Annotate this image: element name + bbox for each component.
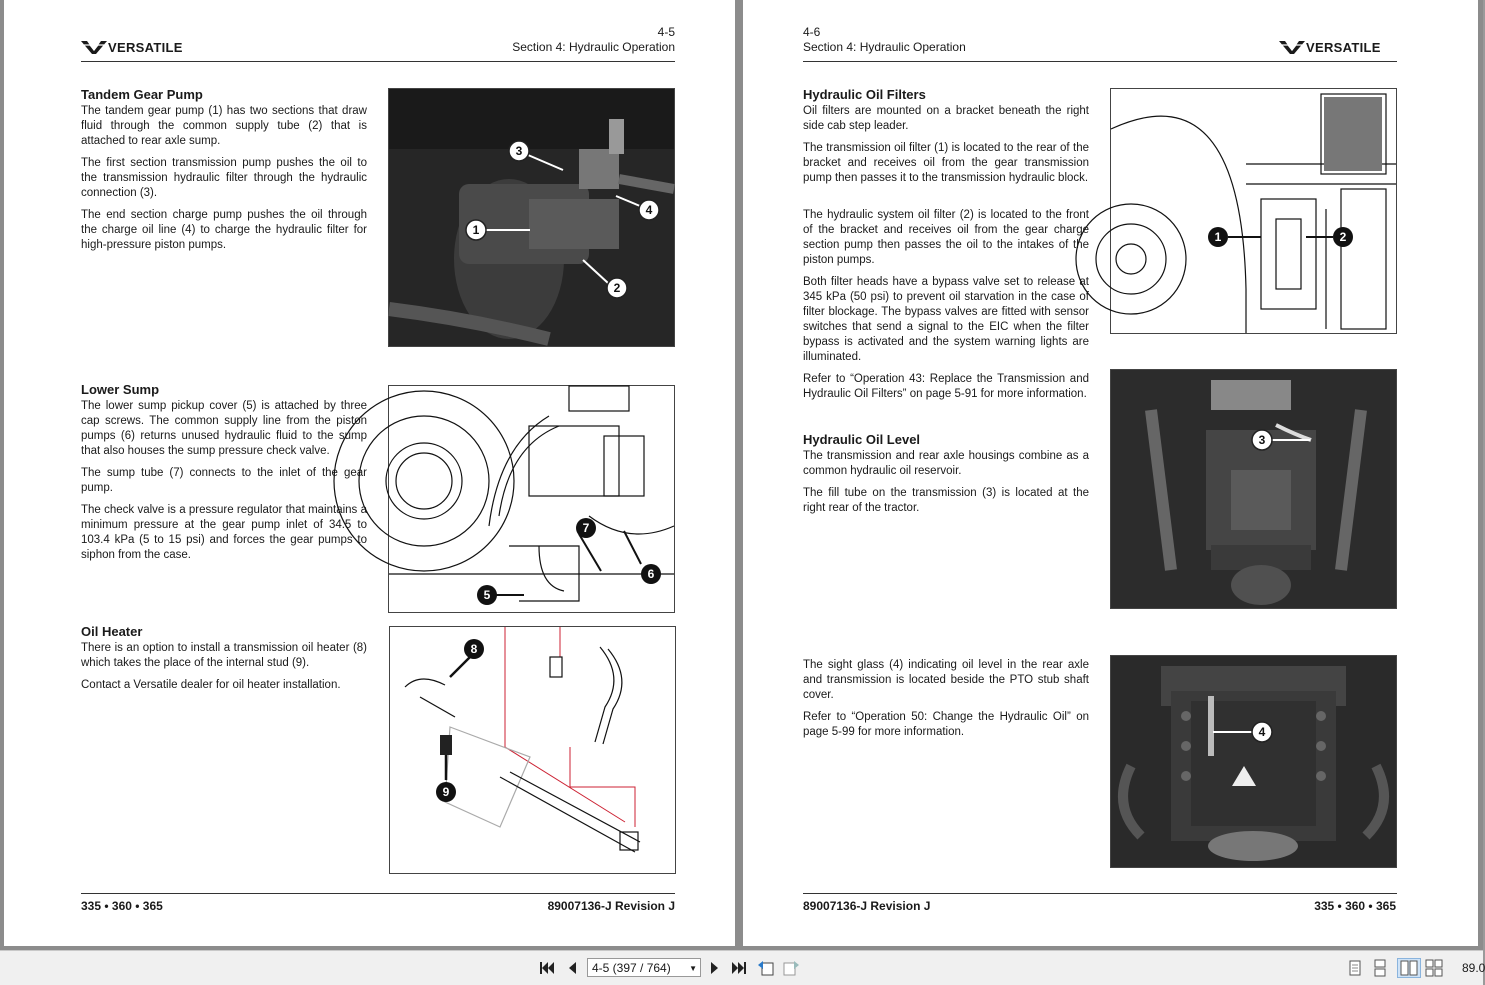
navigation-toolbar bbox=[0, 950, 1483, 985]
filters-paragraph-2: The transmission oil filter (1) is located to the rear of the bracket and receives oil from the gear transmission pump then passes it to the transmission hydraulic block. bbox=[803, 142, 1089, 184]
callout-1: 1 bbox=[472, 223, 480, 237]
callout-4: 4 bbox=[645, 203, 653, 217]
heading-oil-heater: Oil Heater bbox=[81, 624, 143, 639]
section-title: Section 4: Hydraulic Operation bbox=[803, 40, 966, 54]
single-page-icon[interactable] bbox=[1346, 959, 1364, 977]
callout-1: 1 bbox=[1214, 230, 1222, 244]
callout-6: 6 bbox=[647, 567, 655, 581]
continuous-icon[interactable] bbox=[1371, 959, 1389, 977]
oil-heater-diagram bbox=[389, 626, 676, 874]
footer-rule bbox=[803, 893, 1397, 894]
chevron-down-icon[interactable]: ▼ bbox=[689, 964, 697, 973]
previous-page-icon[interactable] bbox=[563, 959, 581, 977]
document-revision: 89007136-J Revision J bbox=[547, 899, 675, 913]
page-4-6 bbox=[743, 0, 1478, 946]
heater-paragraph-2: Contact a Versatile dealer for oil heater installation. bbox=[81, 679, 341, 691]
page-number-input[interactable] bbox=[587, 958, 701, 977]
page-number-value: 4-5 (397 / 764) bbox=[592, 961, 671, 975]
header-rule bbox=[803, 61, 1397, 62]
tandem-paragraph-2: The first section transmission pump pushes the oil to the transmission hydraulic filter through the hydraulic connection (3). bbox=[81, 157, 367, 199]
heading-hydraulic-oil-level: Hydraulic Oil Level bbox=[803, 432, 921, 447]
section-title: Section 4: Hydraulic Operation bbox=[512, 40, 675, 54]
filters-paragraph-1: Oil filters are mounted on a bracket beneath the right side cab step leader. bbox=[803, 105, 1089, 132]
level-paragraph-2: The fill tube on the transmission (3) is located at the right rear of the tractor. bbox=[803, 487, 1089, 514]
header-rule bbox=[81, 61, 675, 62]
first-page-icon[interactable] bbox=[538, 959, 556, 977]
callout-2: 2 bbox=[613, 281, 621, 295]
versatile-logo bbox=[81, 39, 183, 55]
callout-7: 7 bbox=[582, 521, 590, 535]
model-numbers: 335 • 360 • 365 bbox=[1314, 899, 1396, 913]
sump-paragraph-1: The lower sump pickup cover (5) is attached by three cap screws. The common supply line from the piston pumps (6) returns unused hydraulic fluid to the sump that also houses the sump pressure check valve. bbox=[81, 400, 367, 457]
callout-8: 8 bbox=[470, 642, 478, 656]
heading-lower-sump: Lower Sump bbox=[81, 382, 160, 397]
heading-tandem-gear-pump: Tandem Gear Pump bbox=[81, 87, 203, 102]
heading-hydraulic-oil-filters: Hydraulic Oil Filters bbox=[803, 87, 926, 102]
oil-filters-diagram bbox=[1110, 88, 1397, 334]
callout-5: 5 bbox=[483, 588, 491, 602]
document-revision: 89007136-J Revision J bbox=[803, 899, 931, 913]
two-page-continuous-icon[interactable] bbox=[1425, 959, 1443, 977]
sight-glass-callouts bbox=[1110, 655, 1395, 866]
next-view-icon[interactable] bbox=[782, 959, 800, 977]
sump-paragraph-3: The check valve is a pressure regulator that maintains a minimum pressure at the gear pump inlet of 34.5 to 103.4 kPa (5 to 15 psi) and forces the gear pumps to siphon from the case. bbox=[81, 504, 367, 561]
filters-paragraph-5: Refer to “Operation 43: Replace the Transmission and Hydraulic Oil Filters” on page 5-91 for more information. bbox=[803, 373, 1089, 400]
tandem-paragraph-1: The tandem gear pump (1) has two sections that draw fluid through the common supply tube (2) that is attached to rear axle sump. bbox=[81, 105, 367, 147]
zoom-level[interactable]: 89.0 bbox=[1462, 961, 1485, 975]
logo-text: VERSATILE bbox=[1306, 39, 1381, 55]
versatile-v-icon bbox=[1279, 39, 1305, 55]
versatile-logo bbox=[1279, 39, 1381, 55]
model-numbers: 335 • 360 • 365 bbox=[81, 899, 163, 913]
tandem-paragraph-3: The end section charge pump pushes the oil through the charge oil line (4) to charge the hydraulic filter for high-pressure piston pumps. bbox=[81, 209, 367, 251]
page-4-5 bbox=[4, 0, 735, 946]
level-paragraph-1: The transmission and rear axle housings combine as a common hydraulic oil reservoir. bbox=[803, 450, 1089, 477]
two-page-icon[interactable] bbox=[1397, 958, 1421, 978]
callout-4: 4 bbox=[1258, 725, 1266, 739]
sight-paragraph-2: Refer to “Operation 50: Change the Hydraulic Oil” on page 5-99 for more information. bbox=[803, 711, 1089, 738]
lower-sump-diagram bbox=[388, 385, 675, 613]
filters-paragraph-3: The hydraulic system oil filter (2) is located to the front of the bracket and receives oil from the gear charge section pump then passes the oil to the intakes of the piston pumps. bbox=[803, 209, 1089, 266]
next-page-icon[interactable] bbox=[706, 959, 724, 977]
callout-3: 3 bbox=[1258, 433, 1266, 447]
page-number: 4-5 bbox=[657, 25, 675, 39]
footer-rule bbox=[81, 893, 675, 894]
logo-text: VERSATILE bbox=[108, 39, 183, 55]
sump-paragraph-2: The sump tube (7) connects to the inlet of the gear pump. bbox=[81, 467, 367, 494]
page-number: 4-6 bbox=[803, 25, 821, 39]
sight-paragraph-1: The sight glass (4) indicating oil level in the rear axle and transmission is located beside the PTO stub shaft cover. bbox=[803, 659, 1089, 701]
fill-tube-callouts bbox=[1110, 369, 1395, 607]
filters-paragraph-4: Both filter heads have a bypass valve set to release at 345 kPa (50 psi) to prevent oil starvation in the case of filter blockage. The bypass valves are fitted with sensor switches that send a signal to the EIC when the filter bypass is activated and the system warning lights are illuminated. bbox=[803, 276, 1089, 363]
callout-9: 9 bbox=[442, 785, 450, 799]
versatile-v-icon bbox=[81, 39, 107, 55]
previous-view-icon[interactable] bbox=[757, 959, 775, 977]
callout-2: 2 bbox=[1339, 230, 1347, 244]
heater-paragraph-1: There is an option to install a transmission oil heater (8) which takes the place of the internal stud (9). bbox=[81, 642, 367, 669]
tandem-callouts bbox=[388, 88, 673, 345]
callout-3: 3 bbox=[515, 144, 523, 158]
last-page-icon[interactable] bbox=[730, 959, 748, 977]
